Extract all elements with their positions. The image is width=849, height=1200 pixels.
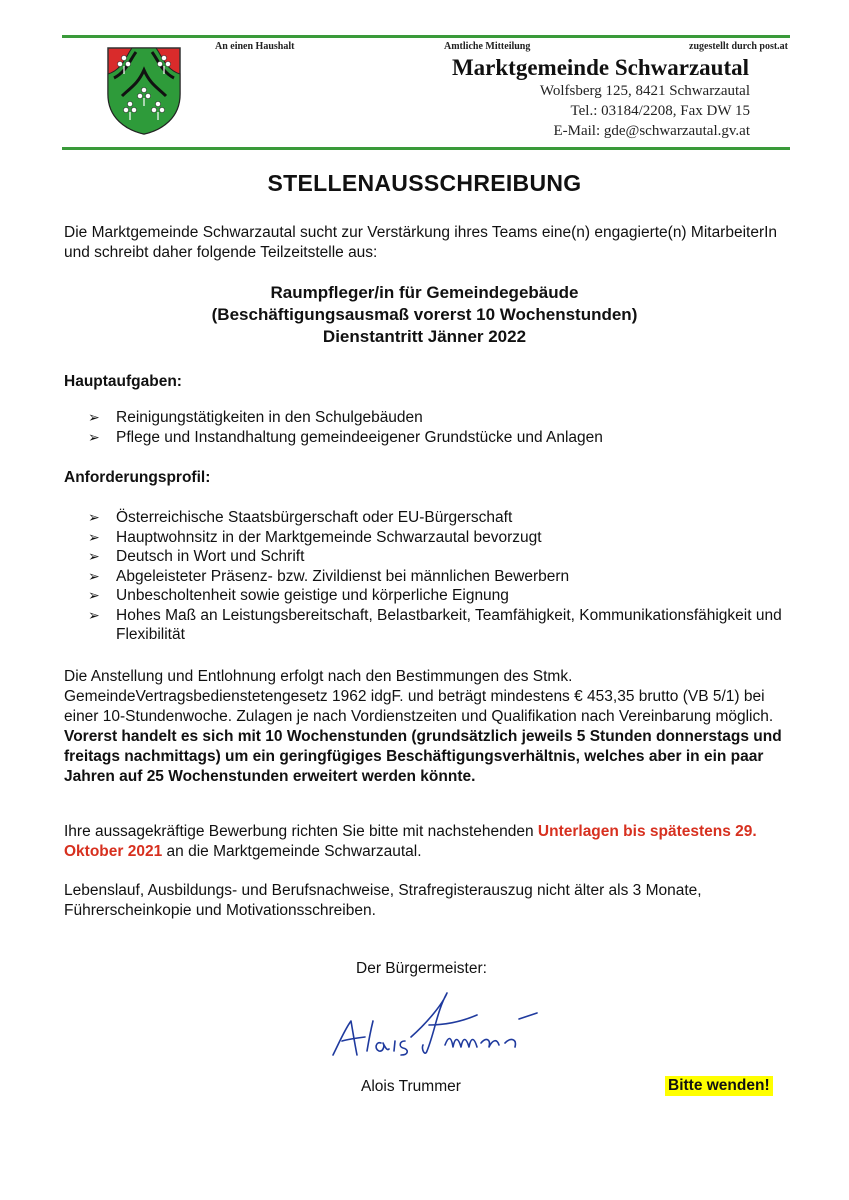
application-recipient: an die Marktgemeinde Schwarzautal. bbox=[162, 843, 422, 860]
arrow-bullet-icon: ➢ bbox=[88, 567, 100, 584]
profile-heading: Anforderungsprofil: bbox=[64, 469, 211, 486]
list-item-text: Hohes Maß an Leistungsbereitschaft, Belastbarkeit, Teamfähigkeit, Kommunikationsfähigkeit und Flexibilität bbox=[116, 606, 782, 643]
list-item bbox=[88, 567, 788, 587]
page-title: STELLENAUSSCHREIBUNG bbox=[267, 170, 582, 196]
profile-list bbox=[88, 508, 788, 645]
list-item-text: Pflege und Instandhaltung gemeindeeigener Grundstücke und Anlagen bbox=[116, 428, 603, 446]
coat-of-arms-icon bbox=[104, 44, 184, 136]
arrow-bullet-icon: ➢ bbox=[88, 587, 100, 603]
position-block bbox=[0, 282, 849, 348]
mayor-name: Alois Trummer bbox=[361, 1078, 461, 1095]
tasks-heading: Hauptaufgaben: bbox=[64, 373, 182, 390]
list-item-text: Österreichische Staatsbürgerschaft oder EU-Bürgerschaft bbox=[116, 509, 513, 526]
application-paragraph bbox=[64, 822, 794, 862]
header-rule-bottom bbox=[62, 147, 790, 150]
delivery-note: zugestellt durch post.at bbox=[689, 41, 788, 52]
tasks-list bbox=[88, 408, 788, 447]
arrow-bullet-icon: ➢ bbox=[88, 528, 100, 545]
list-item bbox=[88, 508, 788, 528]
list-item bbox=[88, 408, 788, 428]
org-name: Marktgemeinde Schwarzautal bbox=[451, 55, 749, 80]
employment-paragraph bbox=[64, 667, 794, 787]
list-item bbox=[88, 547, 788, 567]
list-item bbox=[88, 428, 788, 448]
employment-terms: Die Anstellung und Entlohnung erfolgt nach den Bestimmungen des Stmk. GemeindeVertragsbedienstetengesetz 1962 idgF. und beträgt mindestens € 453,35 brutto (VB 5/1) bei einer 10-Stundenwoche. Zulagen je nach Vordienstzeiten und Qualifikation nach Vereinbarung möglich. bbox=[64, 668, 774, 725]
list-item bbox=[88, 586, 788, 606]
list-item bbox=[88, 528, 788, 548]
required-documents: Lebenslauf, Ausbildungs- und Berufsnachweise, Strafregisterauszug nicht älter als 3 Monate, Führerscheinkopie und Motivationsschreiben. bbox=[64, 882, 702, 919]
arrow-bullet-icon: ➢ bbox=[88, 606, 100, 623]
signature-icon bbox=[325, 985, 545, 1065]
org-address: Wolfsberg 125, 8421 Schwarzautal bbox=[539, 83, 750, 99]
header-rule-top bbox=[62, 35, 790, 38]
list-item bbox=[88, 606, 788, 645]
recipient-note: An einen Haushalt bbox=[215, 41, 295, 52]
org-phone: Tel.: 03184/2208, Fax DW 15 bbox=[570, 103, 750, 119]
list-item-text: Abgeleisteter Präsenz- bzw. Zivildienst bei männlichen Bewerbern bbox=[116, 567, 570, 585]
arrow-bullet-icon: ➢ bbox=[88, 548, 100, 564]
position-hours: (Beschäftigungsausmaß vorerst 10 Wochenstunden) bbox=[211, 305, 638, 324]
org-email: E-Mail: gde@schwarzautal.gv.at bbox=[553, 123, 750, 139]
position-start: Dienstantritt Jänner 2022 bbox=[322, 327, 527, 346]
turn-over-note: Bitte wenden! bbox=[665, 1076, 773, 1096]
list-item-text: Deutsch in Wort und Schrift bbox=[116, 548, 305, 565]
official-notice: Amtliche Mitteilung bbox=[444, 41, 531, 52]
application-text: Ihre aussagekräftige Bewerbung richten Sie bitte mit nachstehenden bbox=[64, 823, 538, 840]
application-deadline: Unterlagen bis spätestens 29. Oktober 2021 bbox=[64, 823, 757, 860]
position-title: Raumpfleger/in für Gemeindegebäude bbox=[270, 283, 579, 302]
arrow-bullet-icon: ➢ bbox=[88, 409, 100, 425]
list-item-text: Unbescholtenheit sowie geistige und körperliche Eignung bbox=[116, 587, 509, 604]
arrow-bullet-icon: ➢ bbox=[88, 509, 100, 525]
employment-note: Vorerst handelt es sich mit 10 Wochenstunden (grundsätzlich jeweils 5 Stunden donnerstags und freitags nachmittags) um ein geringfügiges Beschäftigungsverhältnis, welches aber in ein paar Jahren auf 25 Wochenstunden erweitert werden könnte. bbox=[64, 728, 782, 785]
intro-paragraph: Die Marktgemeinde Schwarzautal sucht zur Verstärkung ihres Teams eine(n) engagierte(n) MitarbeiterIn und schreibt daher folgende Teilzeitstelle aus: bbox=[64, 224, 778, 261]
mayor-label: Der Bürgermeister: bbox=[356, 960, 487, 977]
list-item-text: Reinigungstätigkeiten in den Schulgebäuden bbox=[116, 409, 423, 426]
list-item-text: Hauptwohnsitz in der Marktgemeinde Schwarzautal bevorzugt bbox=[116, 528, 542, 546]
arrow-bullet-icon: ➢ bbox=[88, 428, 100, 445]
